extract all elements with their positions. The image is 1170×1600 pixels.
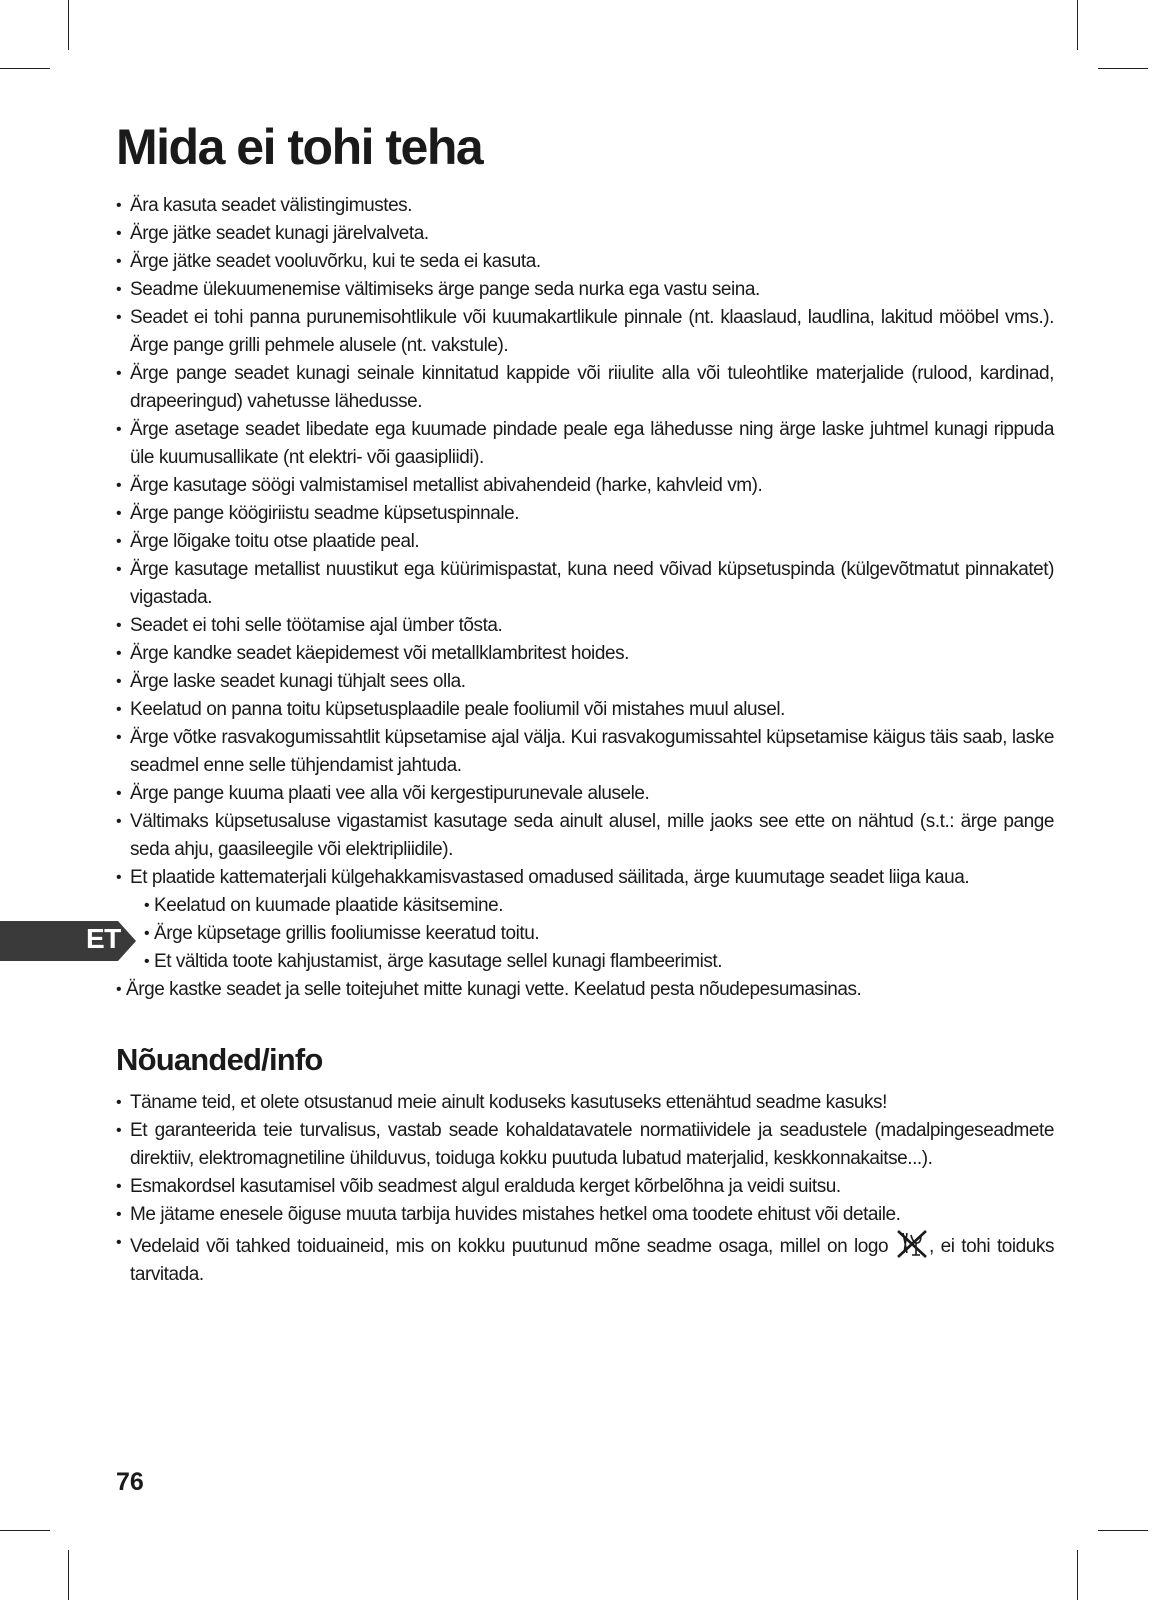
list-item: • Ärge kastke seadet ja selle toitejuhet mitte kunagi vette. Keelatud pesta nõudepesumasinas.	[116, 976, 1054, 1004]
list-item: • Et garanteerida teie turvalisus, vastab seade kohaldatavatele normatiividele ja seadustele (madalpingeseadmete direktiiv, elektromagnetiline ühilduvus, toiduga kokku puutuda lubatud materjalid, keskkonnakaitse...).	[116, 1117, 1054, 1173]
crop-mark	[1077, 0, 1078, 50]
list-item: • Seadme ülekuumenemise vältimiseks ärge pange seda nurka ega vastu seina.	[116, 276, 1054, 304]
list-item: • Ära kasuta seadet välistingimustes.	[116, 192, 1054, 220]
list-item: • Ärge lõigake toitu otse plaatide peal.	[116, 528, 1054, 556]
page-title: Mida ei tohi teha	[116, 119, 483, 175]
list-item: • Ärge jätke seadet kunagi järelvalveta.	[116, 220, 1054, 248]
list-item: • Ärge asetage seadet libedate ega kuumade pindade peale ega lähedusse ning ärge laske juhtmel kunagi rippuda üle kuumusallikate (nt elektri- või gaasipliidi).	[116, 416, 1054, 472]
list-item	[116, 1229, 1054, 1289]
list-item: • Ärge pange kuuma plaati vee alla või kergestipurunevale alusele.	[116, 780, 1054, 808]
warnings-list	[116, 192, 1054, 1004]
list-item: • Ärge jätke seadet vooluvõrku, kui te seda ei kasuta.	[116, 248, 1054, 276]
list-item: • Täname teid, et olete otsustanud meie ainult koduseks kasutuseks ettenähtud seadme kasuks!	[116, 1089, 1054, 1117]
info-list	[116, 1089, 1054, 1289]
language-tab	[0, 921, 136, 961]
list-item: • Vältimaks küpsetusaluse vigastamist kasutage seda ainult alusel, mille jaoks see ette on nähtud (s.t.: ärge pange seda ahju, gaasileegile või elektripliidile).	[116, 808, 1054, 864]
sub-list-item: • Et vältida toote kahjustamist, ärge kasutage sellel kunagi flambeerimist.	[116, 948, 1054, 976]
list-item: • Me jätame enesele õiguse muuta tarbija huvides mistahes hetkel oma toodete ehitust või detaile.	[116, 1201, 1054, 1229]
crop-mark	[68, 1550, 69, 1600]
crop-mark	[68, 0, 69, 50]
list-item: • Et plaatide kattematerjali külgehakkamisvastased omadused säilitada, ärge kuumutage seadet liiga kaua.	[116, 864, 1054, 892]
section-title: Nõuanded/info	[116, 1042, 323, 1077]
crossed-glass-fork-icon	[895, 1229, 929, 1259]
page-number: 76	[116, 1468, 144, 1496]
list-item: • Seadet ei tohi panna purunemisohtlikule või kuumakartlikule pinnale (nt. klaaslaud, laudlina, lakitud mööbel vms.). Ärge pange grilli pehmele alusele (nt. vakstule).	[116, 304, 1054, 360]
list-item: • Ärge kandke seadet käepidemest või metallklambritest hoides.	[116, 640, 1054, 668]
crop-mark	[1077, 1550, 1078, 1600]
crop-mark	[1098, 1530, 1148, 1531]
info-text-after-logo: , ei tohi toiduks tarvitada.	[130, 1236, 1054, 1285]
crop-mark	[1098, 68, 1148, 69]
sub-list-item: • Ärge küpsetage grillis fooliumisse keeratud toitu.	[116, 920, 1054, 948]
list-item: • Ärge laske seadet kunagi tühjalt sees olla.	[116, 668, 1054, 696]
crop-mark	[0, 68, 50, 69]
list-item: • Ärge pange köögiriistu seadme küpsetuspinnale.	[116, 500, 1054, 528]
list-item: • Seadet ei tohi selle töötamise ajal ümber tõsta.	[116, 612, 1054, 640]
crop-mark	[0, 1530, 50, 1531]
list-item: • Ärge kasutage metallist nuustikut ega küürimispastat, kuna need võivad küpsetuspinda (külgevõtmatut pinnakatet) vigastada.	[116, 556, 1054, 612]
list-item: • Keelatud on panna toitu küpsetusplaadile peale fooliumil või mistahes muul alusel.	[116, 696, 1054, 724]
info-text-before-logo: Vedelaid või tahked toiduaineid, mis on kokku puutunud mõne seadme osaga, millel on logo	[130, 1236, 889, 1257]
list-item: • Ärge pange seadet kunagi seinale kinnitatud kappide või riiulite alla või tuleohtlike materjalide (rulood, kardinad, drapeeringud) vahetusse lähedusse.	[116, 360, 1054, 416]
list-item: • Ärge võtke rasvakogumissahtlit küpsetamise ajal välja. Kui rasvakogumissahtel küpsetamise käigus täis saab, laske seadmel enne selle tühjendamist jahtuda.	[116, 724, 1054, 780]
list-item: • Ärge kasutage söögi valmistamisel metallist abivahendeid (harke, kahvleid vm).	[116, 472, 1054, 500]
list-item: • Esmakordsel kasutamisel võib seadmest algul eralduda kerget kõrbelõhna ja veidi suitsu.	[116, 1173, 1054, 1201]
sub-list-item: • Keelatud on kuumade plaatide käsitsemine.	[116, 892, 1054, 920]
language-tab-label: ET	[86, 923, 121, 954]
